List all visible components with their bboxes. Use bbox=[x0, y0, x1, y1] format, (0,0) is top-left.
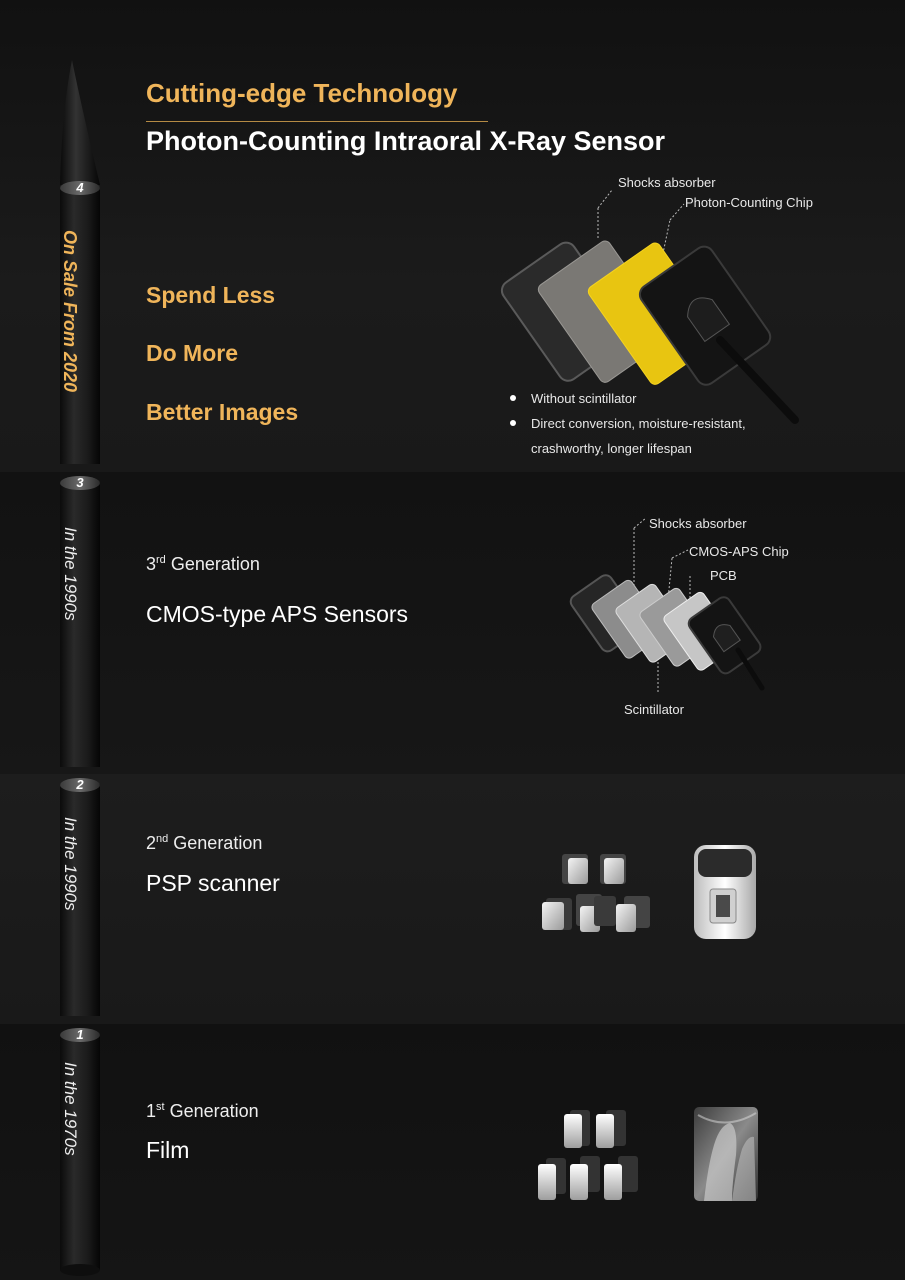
timeline-number-1: 1 bbox=[76, 1027, 84, 1042]
callout-shocks-absorber-4: Shocks absorber bbox=[618, 175, 716, 190]
gen2-name: PSP scanner bbox=[146, 870, 280, 896]
timeline-era-4: On Sale From 2020 bbox=[60, 230, 80, 393]
bullet-dot bbox=[510, 420, 516, 426]
bullet-direct-conversion: Direct conversion, moisture-resistant, bbox=[531, 416, 746, 431]
benefit-spend-less: Spend Less bbox=[146, 282, 276, 308]
timeline-era-2: In the 1990s bbox=[61, 817, 80, 911]
gen3-name: CMOS-type APS Sensors bbox=[146, 601, 409, 627]
kicker-title: Cutting-edge Technology bbox=[146, 78, 458, 108]
psp-plates-illustration bbox=[538, 852, 658, 942]
gen1-label: 1st Generation bbox=[146, 1101, 259, 1121]
title-divider bbox=[146, 121, 488, 122]
gen2-label: 2nd Generation bbox=[146, 833, 263, 853]
callout-cmos-aps-chip: CMOS-APS Chip bbox=[689, 544, 789, 559]
pen-tip bbox=[50, 60, 110, 190]
pen-segment-3 bbox=[60, 482, 100, 767]
cmos-sensor-illustration bbox=[560, 510, 780, 710]
bullet-dot bbox=[510, 395, 516, 401]
page-title: Photon-Counting Intraoral X-Ray Sensor bbox=[146, 126, 666, 156]
timeline-number-2: 2 bbox=[76, 777, 84, 792]
callout-photon-counting-chip: Photon-Counting Chip bbox=[685, 195, 813, 210]
timeline-number-4: 4 bbox=[76, 180, 84, 195]
pen-end bbox=[60, 1264, 100, 1276]
section-gen2 bbox=[0, 774, 905, 1024]
timeline-era-1: In the 1970s bbox=[61, 1062, 80, 1156]
gen1-name: Film bbox=[146, 1137, 190, 1163]
benefit-do-more: Do More bbox=[146, 340, 238, 366]
callout-scintillator: Scintillator bbox=[624, 702, 684, 717]
callout-shocks-absorber-3: Shocks absorber bbox=[649, 516, 747, 531]
psp-scanner-illustration bbox=[692, 843, 762, 943]
benefit-better-images: Better Images bbox=[146, 399, 299, 425]
dental-xray-film-image bbox=[692, 1105, 762, 1203]
timeline-number-3: 3 bbox=[76, 475, 84, 490]
timeline-era-3: In the 1990s bbox=[61, 527, 80, 621]
bullet-crashworthy: crashworthy, longer lifespan bbox=[531, 441, 692, 456]
section-gen1 bbox=[0, 1024, 905, 1280]
gen3-label: 3rd Generation bbox=[146, 554, 260, 574]
bullet-without-scintillator: Without scintillator bbox=[531, 391, 637, 406]
callout-pcb: PCB bbox=[710, 568, 737, 583]
film-packets-illustration bbox=[532, 1104, 642, 1204]
